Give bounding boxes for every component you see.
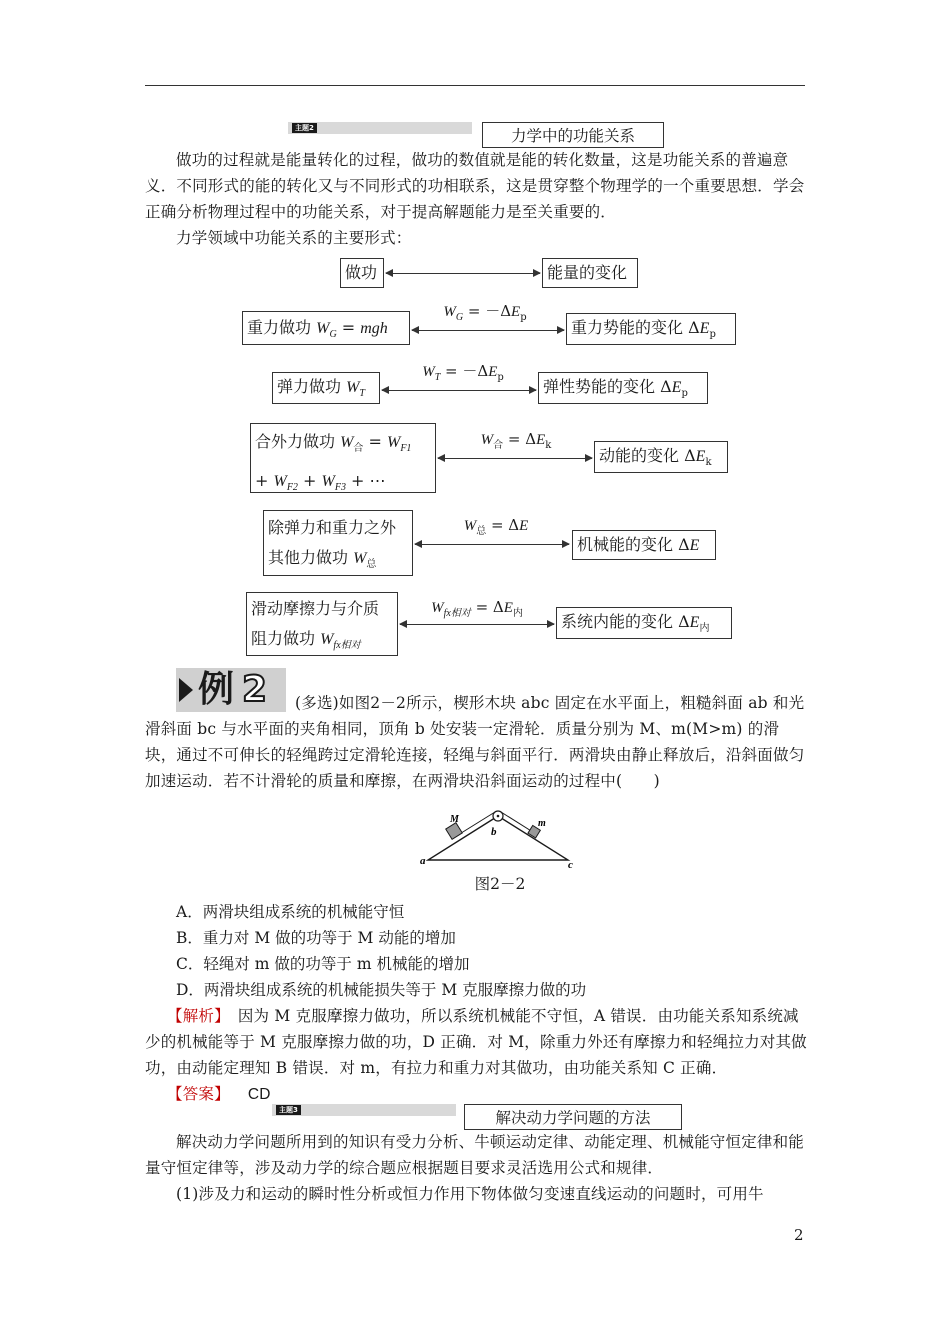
eq-row2-sub: T [434,372,441,383]
eq-row1-var: W [443,304,456,320]
gravity-work-eq: = [336,318,361,337]
topic3-title: 解决动力学问题的方法 [464,1104,682,1130]
figure-label-m: m [538,818,546,829]
eq-row1-sub: G [455,312,464,323]
topic3-header [272,1104,682,1130]
gravity-pe-E: E [699,320,710,337]
elastic-pe-sub: p [681,388,688,399]
figure-label-M: M [450,814,459,825]
box-elastic-work [272,372,380,404]
wedge-triangle [428,816,568,860]
option-a: A．两滑块组成系统的机械能守恒 [176,903,405,921]
option-d: D．两滑块组成系统的机械能损失等于 M 克服摩擦力做的功 [176,981,587,999]
eq-row1-esub: p [520,312,527,323]
friction-line2 [251,624,393,661]
friction-label: 阻力做功 [251,629,321,648]
eq-row4-var: W [463,518,477,534]
eq-row5-E: E [503,600,513,616]
eq-row3-esub: k [545,440,552,451]
eq-row3-sub: 合 [493,440,504,451]
option-c: C．轻绳对 m 做的功等于 m 机械能的增加 [176,955,470,973]
figure-label-a: a [420,855,426,867]
figure-label-b: b [491,826,497,838]
ke-change-E: E [695,448,706,465]
eq-row2-var: W [422,364,435,380]
f1-sub: F1 [400,443,412,454]
f1-var: W [387,434,401,451]
friction-sub: fx相对 [333,640,361,651]
eq-row3-mid: = Δ [503,430,537,448]
net-force-eq: = [363,432,387,451]
box-energy-change: 能量的变化 [542,258,638,288]
eq-row5-esub: 内 [512,608,523,619]
arrow-row1 [412,330,564,331]
f3-var: W [321,473,335,490]
box-gravity-work [242,311,410,345]
example-label-number: 2 [242,669,268,710]
eq-row1-mid: = －Δ [463,302,512,320]
other-force-var: W [353,550,367,567]
elastic-work-var: W [346,379,360,396]
topic2-title: 力学中的功能关系 [482,122,664,148]
rope-left [458,812,495,835]
example-stem: (多选)如图2－2所示，楔形木块 abc 固定在水平面上，粗糙斜面 ab 和光滑斜面 bc 与水平面的夹角相同，顶角 b 处安装一定滑轮．质量分别为 M、m(M>m) 的滑块，通过不可伸长的轻绳跨过定滑轮连接，轻绳与斜面平行．两滑块由静止释放后，沿斜面做匀加速运动．若不计滑轮的质量和摩擦，在两滑块沿斜面运动的过程中( ) [145,694,805,790]
topic3-paragraph-2: (1)涉及力和运动的瞬时性分析或恒力作用下物体做匀变速直线运动的问题时，可用牛 [176,1185,764,1203]
ke-change-sub: k [705,457,712,468]
f3-sub: F3 [334,482,346,493]
eq-row2-mid: = －Δ [440,362,489,380]
box-elastic-pe-change [538,372,708,404]
eq-row4-mid: = Δ [486,516,520,534]
example-label-char: 例 [198,669,235,710]
box-internal-energy-change [556,607,732,639]
gravity-work-sub: G [329,329,337,340]
eq-row4-E: E [519,518,529,534]
friction-line1: 滑动摩擦力与介质 [251,599,380,618]
arrow-row2 [382,390,536,391]
net-force-sub: 合 [353,443,364,454]
intro-paragraph-2: 力学领域中功能关系的主要形式： [176,229,412,247]
option-b: B．重力对 M 做的功等于 M 动能的增加 [176,929,456,947]
elastic-work-label: 弹力做功 [277,377,347,396]
box-mech-energy-change [572,530,716,560]
figure-caption: 图2－2 [474,875,526,893]
other-force-label: 其他力做功 [268,548,354,567]
eq-row3-E: E [536,432,546,448]
gravity-work-rhs: mgh [360,320,388,337]
box-net-force-work [250,423,436,493]
elastic-pe-E: E [671,379,682,396]
header-rule [145,85,805,86]
elastic-work-sub: T [359,388,365,399]
block-M [446,823,463,840]
pulley-axle [497,815,500,818]
other-force-sub: 总 [366,559,377,570]
arrow-row4 [415,544,569,545]
internal-energy-E: E [689,614,700,631]
wedge-figure [418,808,578,868]
eq-row1 [430,300,540,323]
internal-energy-sub: 内 [699,623,710,634]
eq-row1-E: E [511,304,521,320]
intro-paragraph-1: 做功的过程就是能量转化的过程，做功的数值就是能的转化数量，这是功能关系的普遍意义．不同形式的能的转化又与不同形式的功相联系，这是贯穿整个物理学的一个重要思想．学会正确分析物理过程中的功能关系，对于提高解题能力是至关重要的． [145,151,805,221]
other-force-line1: 除弹力和重力之外 [268,518,397,537]
arrow-row0 [386,273,540,274]
analysis-label: 【解析】 [167,1007,230,1025]
analysis-block [145,1003,807,1081]
eq-row3-var: W [480,432,494,448]
net-force-label: 合外力做功 [255,432,341,451]
box-ke-change [594,441,728,473]
topic3-tag: 主题3 [276,1105,301,1115]
answer-label: 【答案】 [167,1085,230,1103]
elastic-pe-label: 弹性势能的变化 Δ [543,377,672,396]
net-force-var: W [340,434,354,451]
arrow-row5 [400,624,554,625]
net-force-line2 [255,465,431,504]
mech-energy-E: E [689,537,700,554]
f2-var: W [273,473,287,490]
tail-ellipsis: + ⋯ [345,471,386,490]
analysis-text: 因为 M 克服摩擦力做功，所以系统机械能不守恒，A 错误．由功能关系知系统减少的机械能等于 M 克服摩擦力做的功，D 正确．对 M，除重力外还有摩擦力和轻绳拉力对其做功，由动能定理知 B 错误．对 m，有拉力和重力对其做功，由功能关系知 C 正确． [145,1007,807,1077]
gravity-pe-label: 重力势能的变化 Δ [571,318,700,337]
eq-row5-sub: fx相对 [443,608,471,619]
eq-row3 [466,430,566,451]
eq-row5 [412,598,542,619]
topic3-paragraph-1: 解决动力学问题所用到的知识有受力分析、牛顿运动定律、动能定理、机械能守恒定律和能量守恒定律等，涉及动力学的综合题应根据题目要求灵活选用公式和规律． [145,1133,805,1177]
eq-row5-var: W [431,600,444,616]
figure-label-c: c [568,859,573,868]
eq-row4-sub: 总 [476,526,487,537]
gravity-pe-sub: p [709,329,716,340]
plus-1: + [255,471,274,490]
mech-energy-label: 机械能的变化 Δ [577,535,690,554]
other-force-line2 [268,543,408,580]
page-number: 2 [794,1226,804,1244]
internal-energy-label: 系统内能的变化 Δ [561,612,690,631]
arrow-row3 [438,458,592,459]
gravity-work-label: 重力做功 [247,318,312,337]
plus-2: + [297,471,322,490]
topic2-header [288,122,664,148]
ke-change-label: 动能的变化 Δ [599,446,696,465]
eq-row4 [446,516,546,537]
net-force-line1 [255,426,431,465]
answer-text: CD [247,1086,271,1103]
topic2-tag: 主题2 [292,123,317,133]
eq-row2-esub: p [497,372,504,383]
box-friction-work [246,592,398,656]
box-work: 做功 [340,258,384,288]
box-other-force-work [263,510,413,576]
box-gravity-pe-change [566,313,736,345]
gravity-work-var: W [316,320,330,337]
friction-var: W [320,631,334,648]
eq-row2-E: E [488,364,498,380]
eq-row5-mid: = Δ [470,598,504,616]
eq-row2 [408,360,518,383]
f2-sub: F2 [286,482,298,493]
